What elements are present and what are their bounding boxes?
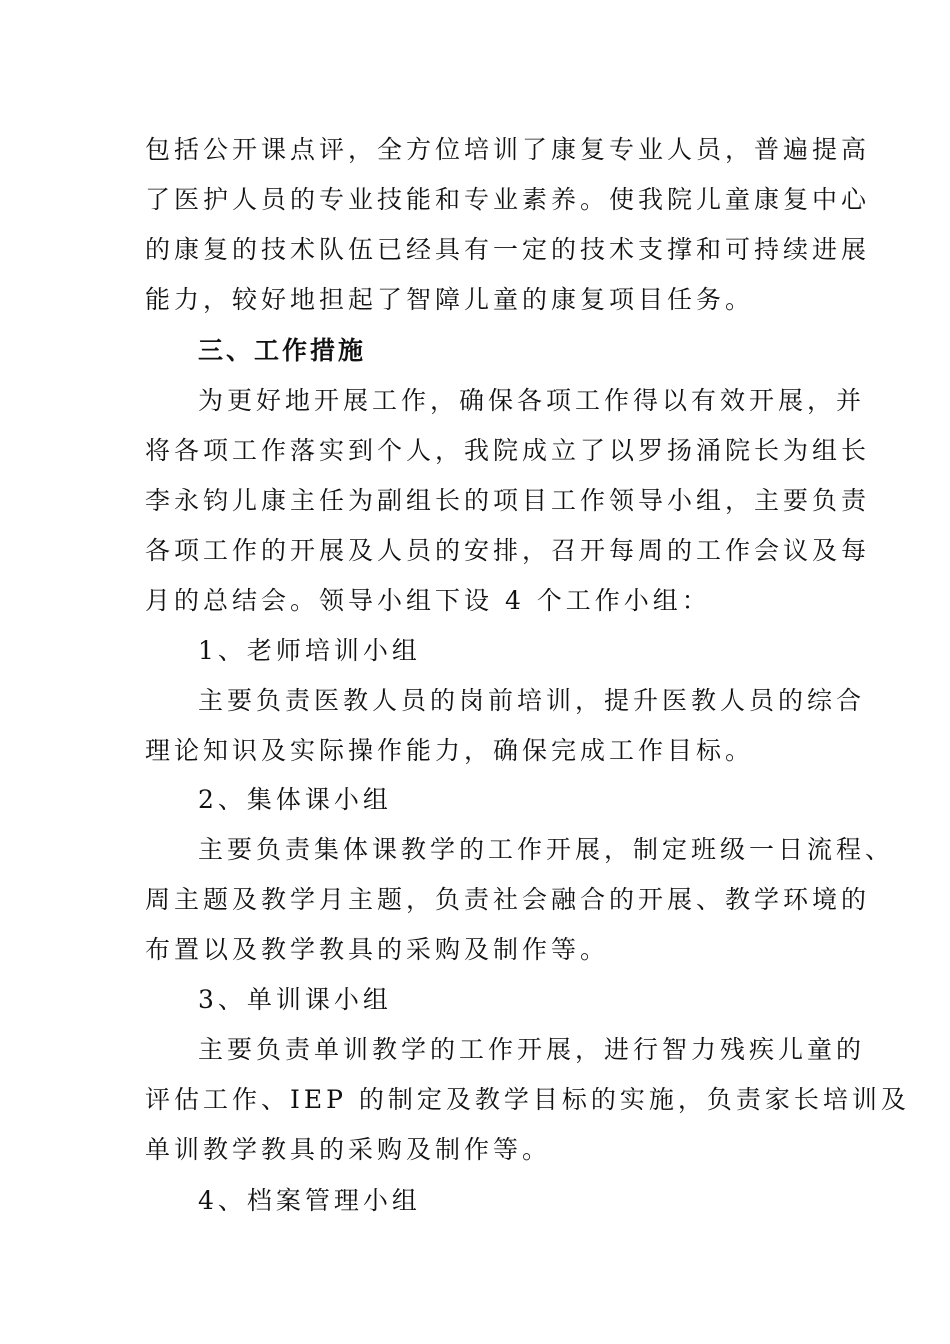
- body-text-line: 理论知识及实际操作能力，确保完成工作目标。: [145, 736, 755, 765]
- subsection-heading: 2、集体课小组: [198, 785, 392, 814]
- body-text-line: 的康复的技术队伍已经具有一定的技术支撑和可持续进展: [145, 235, 871, 264]
- body-text-line: 了医护人员的专业技能和专业素养。使我院儿童康复中心: [145, 185, 871, 214]
- subsection-heading: 3、单训课小组: [198, 985, 392, 1014]
- subsection-heading: 1、老师培训小组: [198, 636, 421, 665]
- paragraph-first-line: 为更好地开展工作，确保各项工作得以有效开展，并: [198, 386, 866, 415]
- body-text-line: 包括公开课点评，全方位培训了康复专业人员，普遍提高: [145, 135, 871, 164]
- paragraph-first-line: 主要负责单训教学的工作开展，进行智力残疾儿童的: [198, 1035, 866, 1064]
- body-text-line: 能力，较好地担起了智障儿童的康复项目任务。: [145, 285, 755, 314]
- section-heading: 三、工作措施: [198, 336, 367, 365]
- body-text-line: 布置以及教学教具的采购及制作等。: [145, 935, 610, 964]
- subsection-heading: 4、档案管理小组: [198, 1186, 421, 1215]
- body-text-line: 周主题及教学月主题，负责社会融合的开展、教学环境的: [145, 885, 871, 914]
- body-text-line: 各项工作的开展及人员的安排，召开每周的工作会议及每: [145, 536, 871, 565]
- body-text-line: 评估工作、IEP 的制定及教学目标的实施，负责家长培训及: [145, 1085, 910, 1114]
- body-text-line: 将各项工作落实到个人，我院成立了以罗扬涌院长为组长: [145, 436, 871, 465]
- body-text-line: 月的总结会。领导小组下设 4 个工作小组：: [145, 586, 711, 615]
- paragraph-first-line: 主要负责集体课教学的工作开展，制定班级一日流程、: [198, 835, 895, 864]
- paragraph-first-line: 主要负责医教人员的岗前培训，提升医教人员的综合: [198, 686, 866, 715]
- body-text-line: 李永钧儿康主任为副组长的项目工作领导小组，主要负责: [145, 486, 871, 515]
- body-text-line: 单训教学教具的采购及制作等。: [145, 1135, 552, 1164]
